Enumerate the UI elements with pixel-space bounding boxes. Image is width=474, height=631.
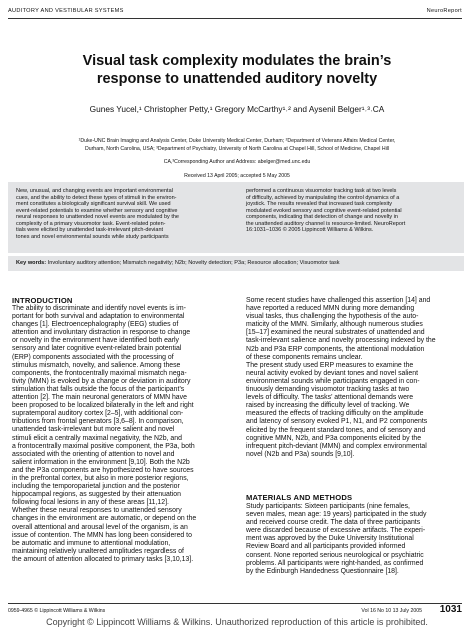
methods-body — [246, 503, 468, 576]
section-name: AUDITORY AND VESTIBULAR SYSTEMS — [8, 8, 124, 14]
text-line: The present study used ERP measures to examine the — [246, 361, 414, 369]
abstract-right-column — [246, 188, 464, 234]
text-line: raised by increasing the difficulty level of tracking. We — [246, 402, 410, 410]
text-line: including the temporoparietal junction and the posterior — [12, 483, 180, 491]
abstract-line: 16:1031–1036 © 2005 Lippincott Williams & Wilkins. — [246, 227, 374, 234]
text-line: supratemporal auditory cortex [2–5], with additional con- — [12, 410, 184, 418]
text-line: be automatic and immune to attentional modulation, — [12, 539, 171, 547]
text-line: sensory and later cognitive event-related brain potential — [12, 345, 182, 353]
keywords-label: Key words: — [16, 260, 47, 266]
abstract-line: tials were elicited by unattended task-irrelevant pitch-deviant — [16, 227, 164, 234]
text-line: ment was approved by the Duke University Institutional — [246, 535, 414, 543]
introduction-body — [12, 305, 234, 564]
affiliation-line: Durham, North Carolina, USA; ³Department of Psychiatry, University of North Carolina at Chapel Hill, School of Medicine, Chapel Hill — [84, 145, 390, 152]
text-line: Study participants: Sixteen participants (nine females, — [246, 503, 410, 510]
article-title — [0, 52, 474, 88]
copyright-notice: Copyright © Lippincott Williams & Wilkins. Unauthorized reproduction of this article is prohibited. — [46, 617, 428, 627]
introduction-heading: INTRODUCTION — [12, 296, 73, 305]
text-line: maintaining relatively unaltered amplitudes regardless of — [12, 547, 184, 555]
text-line: environmental sounds while participants engaged in con- — [246, 377, 420, 385]
abstract-line: the unattended auditory channel is resource-limited. NeuroReport — [246, 220, 406, 227]
abstract-line: New, unusual, and changing events are important environmental — [16, 188, 173, 194]
abstract-line: cues, and the ability to detect these types of stimuli in the environ- — [16, 194, 177, 201]
text-line: or novelty in the environment have identified both early — [12, 337, 180, 345]
text-line: [15–17] examined the neural substrates of unattended and — [246, 329, 425, 337]
keywords — [8, 256, 464, 271]
text-line: by the Edinburgh Handedness Questionnaire [18]. — [246, 567, 399, 575]
abstract-line: of difficulty, achieved by manipulating the control dynamics of a — [246, 194, 400, 201]
text-line: changes [1]. Electroencephalography (EEG) studies of — [12, 321, 179, 329]
text-line: elicited by the frequent standard tones, and of sensory and — [246, 426, 426, 434]
abstract-line: tones and novel environmental sounds while study participants — [16, 233, 169, 240]
text-line: a frontocentrally maximal positive component, the P3a, both — [12, 442, 195, 450]
text-line: tivity (MMN) is evoked by a change or deviation in auditory — [12, 377, 191, 385]
text-line: stimulus mismatch, novelty, and salience. Among these — [12, 361, 181, 369]
abstract-line: neural responses to unattended novel events are modulated by the — [16, 214, 179, 221]
text-line: and received course credit. The data of three participants — [246, 519, 421, 527]
text-line: salient information in the environment [9,10]. Both the N2b — [12, 458, 190, 466]
text-line: components, the frontocentrally maximal mismatch nega- — [12, 369, 187, 377]
title-line: Visual task complexity modulates the brain’s — [82, 53, 392, 69]
text-line: portant for both survival and adaptation to environmental — [12, 313, 185, 321]
text-line: visual tasks, thus challenging the hypothesis of the auto- — [246, 313, 419, 321]
corresponding-author: CA,³Corresponding Author and Address: abelger@med.unc.edu — [163, 159, 311, 165]
text-line: tinuously demanding visuomotor tracking tasks at two — [246, 386, 410, 394]
author-list: Gunes Yucel,¹ Christopher Petty,¹ Gregory McCarthy¹˒² and Aysenil Belger¹˒³˒CA — [89, 104, 385, 114]
keywords-text: Involuntary auditory attention; Mismatch negativity; N2b; Novelty detection; P3a; Resource allocation; Visuomotor task — [47, 260, 340, 266]
text-line: the amount of attention allocated to primary tasks [3,10,13]. — [12, 555, 194, 563]
text-line: N2b and P3a ERP components, the attentional modulation — [246, 345, 425, 353]
text-line: Review Board and all participants provided informed — [246, 543, 406, 551]
text-line: attention and involuntary distraction in response to change — [12, 329, 191, 337]
text-line: (ERP) components associated with the processing of — [12, 353, 174, 361]
page-footer — [8, 603, 462, 616]
received-dates: Received 13 April 2005; accepted 5 May 2005 — [184, 173, 290, 179]
text-line: task-irrelevant salience and novelty processing indexed by the — [246, 337, 436, 345]
abstract-left-column — [16, 188, 234, 240]
page-number: 1031 — [439, 604, 462, 615]
text-line: tributions from frontal generators [3,6–8]. In comparison, — [12, 418, 184, 426]
text-line: Whether these neural responses to unattended sensory — [12, 507, 182, 515]
text-line: measured the effects of tracking difficulty on the amplitude — [246, 410, 424, 418]
text-line: changes in the environment are automatic, or depend on the — [12, 515, 197, 523]
methods-heading: MATERIALS AND METHODS — [246, 493, 353, 502]
text-line: maticity of the MMN. Similarly, although numerous studies — [246, 321, 423, 329]
issn-copyright: 0959-4965 © Lippincott Williams & Wilkins — [8, 608, 106, 614]
text-line: of these components remains unclear. — [246, 353, 363, 361]
text-line: issue of contention. The MMN has long been considered to — [12, 531, 192, 539]
text-line: novel (N2b and P3a) sounds [9,10]. — [246, 450, 355, 458]
abstract-line: modulated evoked sensory and cognitive event-related potential — [246, 207, 402, 214]
text-line: associated with the orienting of attention to novel and — [12, 450, 175, 458]
text-line: following focal lesions in any of these areas [11,12]. — [12, 499, 169, 507]
abstract-line: event-related potentials to examine whether sensory and cognitive — [16, 207, 178, 214]
affiliation-line: ¹Duke-UNC Brain Imaging and Analysis Center, Duke University Medical Center, Durham; ²Department of Veterans Affairs Medical Center, — [78, 138, 396, 144]
text-line: consent. None reported serious neurological or psychiatric — [246, 551, 424, 559]
affiliations — [12, 138, 462, 153]
text-line: infrequent pitch-deviant (MMN) and complex environmental — [246, 442, 427, 450]
text-line: problems. All participants were right-handed, as confirmed — [246, 559, 424, 567]
text-line: were discarded because of excessive artifacts. The experi- — [246, 527, 426, 535]
text-line: seven males, mean age: 19 years) participated in the study — [246, 511, 427, 519]
text-line: overall attentional and arousal level of the organism, is an — [12, 523, 188, 531]
text-line: Some recent studies have challenged this assertion [14] and — [246, 297, 431, 304]
abstract-line: joystick. The results revealed that increased task complexity — [246, 201, 393, 208]
abstract-line: performed a continuous visuomotor tracking task at two levels — [246, 188, 397, 194]
text-line: been proposed to be localized bilaterally in the left and right — [12, 402, 194, 410]
journal-name: NeuroReport — [426, 8, 462, 14]
abstract — [8, 182, 464, 253]
abstract-line: ment constitutes a biologically significant survival skill. We used — [16, 201, 171, 208]
text-line: attention [2]. The main neuronal generators of MMN have — [12, 394, 187, 402]
text-line: neural activity evoked by deviant tones and novel salient — [246, 369, 418, 377]
abstract-line: complexity of a primary visuomotor task. Event-related poten- — [16, 220, 166, 227]
text-line: cognitive MMN, N2b, and P3a components elicited by the — [246, 434, 422, 442]
title-line: response to unattended auditory novelty — [96, 71, 378, 87]
text-line: unattended task-irrelevant but more salient and novel — [12, 426, 175, 434]
text-line: stimuli elicit a centrally maximal negativity, the N2b, and — [12, 434, 182, 442]
running-header — [8, 6, 462, 19]
text-line: stimulation that falls outside the focus of the participant’s — [12, 385, 185, 393]
text-line: levels of difficulty. The tasks’ attentional demands were — [246, 394, 414, 402]
text-line: and the P3a components are hypothesized to have sources — [12, 466, 194, 474]
text-line: in the prefrontal cortex, but also in more posterior regions, — [12, 474, 189, 482]
text-line: have reported a reduced MMN during more demanding — [246, 305, 415, 313]
text-line: The ability to discriminate and identify novel events is im- — [12, 305, 186, 312]
right-column-body — [246, 297, 468, 459]
text-line: and latency of sensory evoked P1, N1, and P2 components — [246, 418, 428, 426]
text-line: hippocampal regions, as suggested by their attenuation — [12, 491, 181, 499]
volume-issue: Vol 16 No 10 13 July 2005 — [361, 608, 422, 614]
abstract-line: components, indicating that detection of change and novelty in — [246, 214, 398, 221]
